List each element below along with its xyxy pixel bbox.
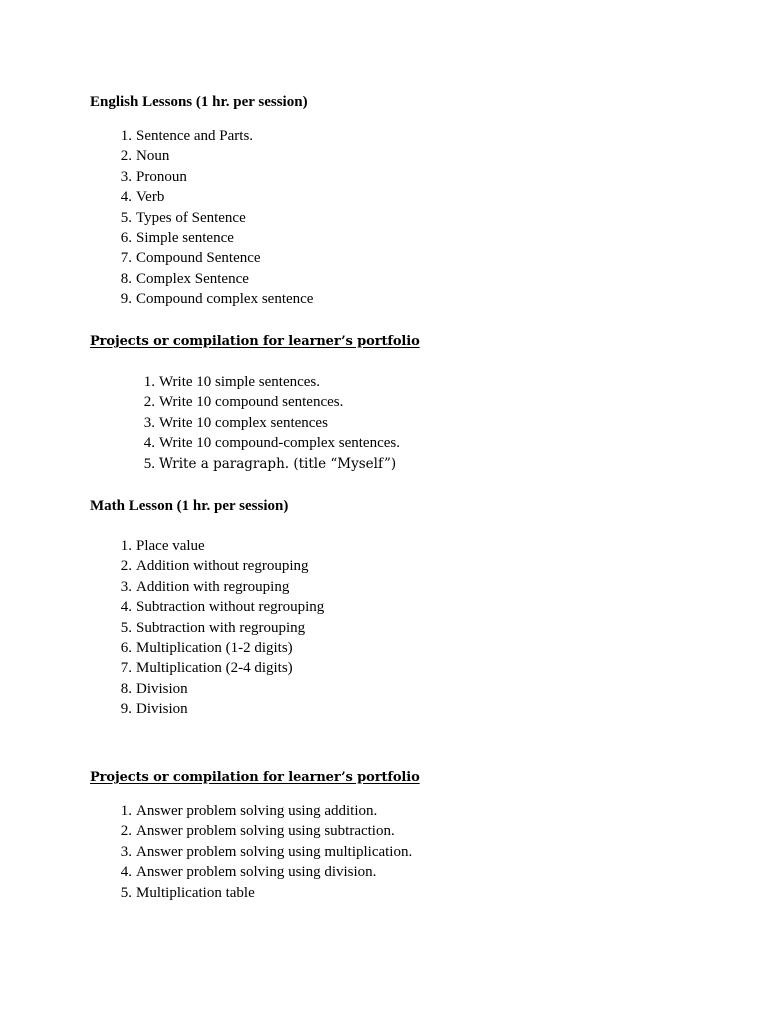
list-item: 2. Noun — [120, 148, 170, 165]
list-item: 9. Compound complex sentence — [120, 291, 314, 308]
list-item: 5. Multiplication table — [120, 884, 255, 901]
math-lesson-heading: Math Lesson (1 hr. per session) — [90, 498, 289, 514]
list-item: 2. Answer problem solving using subtraction. — [120, 823, 395, 840]
list-item: 1. Write 10 simple sentences. — [143, 374, 321, 390]
math-projects-list — [120, 801, 413, 903]
list-item: 3. Addition with regrouping — [120, 578, 290, 595]
math-projects-section — [90, 768, 710, 788]
list-item: 1. Sentence and Parts. — [120, 128, 254, 144]
list-item: 2. Write 10 compound sentences. — [143, 394, 344, 411]
list-item: 1. Place value — [120, 538, 205, 554]
english-lessons-list — [120, 126, 314, 310]
list-item: 9. Division — [120, 701, 188, 718]
list-item: 7. Compound Sentence — [120, 250, 261, 267]
list-item: 5. Types of Sentence — [120, 209, 246, 226]
english-lessons-section — [90, 92, 710, 112]
list-item: 5. Subtraction with regrouping — [120, 619, 306, 636]
list-item: 5. Write a paragraph. (title “Myself”) — [143, 455, 397, 472]
list-item: 6. Multiplication (1-2 digits) — [120, 639, 293, 656]
english-projects-section — [90, 332, 710, 352]
math-lesson-section — [90, 496, 710, 516]
list-item: 7. Multiplication (2-4 digits) — [120, 660, 293, 677]
list-item: 4. Answer problem solving using division. — [120, 864, 377, 881]
list-item: 4. Verb — [120, 189, 165, 206]
math-lesson-list — [120, 536, 325, 720]
list-item: 8. Complex Sentence — [120, 270, 249, 287]
list-item: 3. Pronoun — [120, 168, 187, 185]
list-item: 6. Simple sentence — [120, 229, 234, 246]
english-projects-heading: Projects or compilation for learner’s portfolio — [90, 334, 420, 349]
list-item: 4. Write 10 compound-complex sentences. — [143, 435, 400, 452]
list-item: 3. Write 10 complex sentences — [143, 414, 328, 431]
list-item: 2. Addition without regrouping — [120, 558, 309, 575]
english-projects-list — [143, 372, 400, 474]
list-item: 3. Answer problem solving using multiplication. — [120, 843, 413, 860]
list-item: 8. Division — [120, 680, 188, 697]
math-projects-heading: Projects or compilation for learner’s portfolio — [90, 770, 420, 785]
list-item: 1. Answer problem solving using addition. — [120, 803, 378, 819]
list-item: 4. Subtraction without regrouping — [120, 599, 325, 616]
english-lessons-heading: English Lessons (1 hr. per session) — [90, 94, 308, 110]
